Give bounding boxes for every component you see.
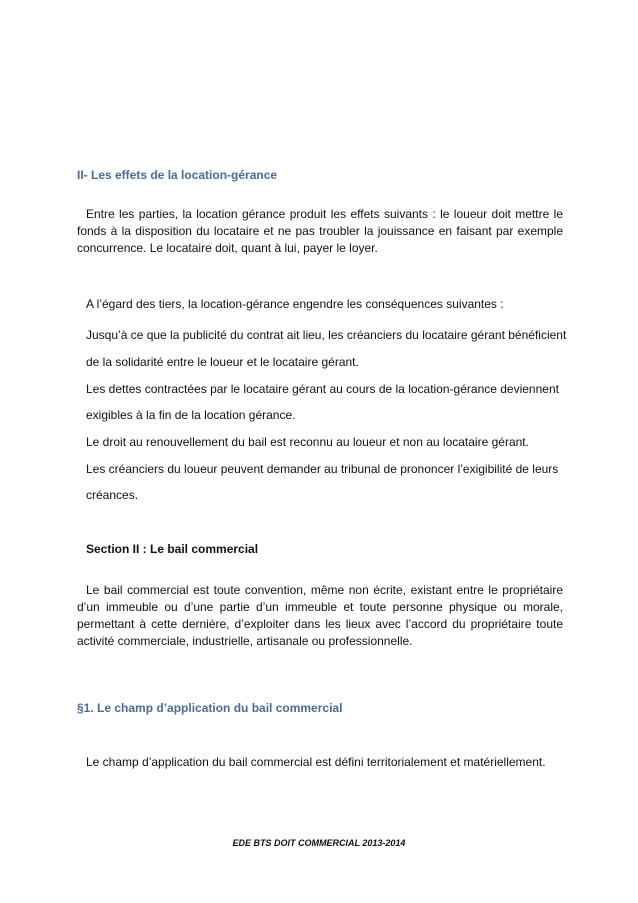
paragraph-bail-commercial [77,582,563,650]
tiers-line: exigibles à la fin de la location gérance. [86,408,296,422]
tiers-line: de la solidarité entre le loueur et le locataire gérant. [86,355,359,369]
section-heading-champ-application: §1. Le champ d’application du bail commercial [77,701,343,715]
tiers-line: Les créanciers du loueur peuvent demander au tribunal de prononcer l’exigibilité de leurs [86,462,559,476]
tiers-line: A l’égard des tiers, la location-gérance engendre les conséquences suivantes : [86,297,504,311]
paragraph-text: Entre les parties, la location gérance produit les effets suivants : le loueur doit mettre le fonds à la disposition du locataire et ne pas troubler la jouissance en faisant par exemple concurrence. Le locataire doit, quant à lui, payer le loyer. [77,207,563,255]
tiers-line: Le droit au renouvellement du bail est reconnu au loueur et non au locataire gérant. [86,435,529,449]
paragraph-champ-application: Le champ d’application du bail commercial est défini territorialement et matériellement. [86,755,546,769]
tiers-line: créances. [86,488,139,502]
paragraph-text: Le bail commercial est toute convention, même non écrite, existant entre le propriétaire d’un immeuble ou d’une partie d’un immeuble et toute personne physique ou morale, permettant à cette dernière, d’exploiter dans les lieux avec l’accord du propriétaire toute activité commerciale, industrielle, artisanale ou professionnelle. [77,583,563,648]
section-heading-bail-commercial: Section II : Le bail commercial [86,542,259,556]
page-footer: EDE BTS DOIT COMMERCIAL 2013-2014 [232,838,406,848]
paragraph-effets-parties [77,206,563,257]
tiers-line: Les dettes contractées par le locataire gérant au cours de la location-gérance deviennent [86,382,559,396]
section-heading-effets: II- Les effets de la location-gérance [77,168,278,182]
tiers-line: Jusqu’à ce que la publicité du contrat ait lieu, les créanciers du locataire gérant bénéficient [86,328,567,342]
